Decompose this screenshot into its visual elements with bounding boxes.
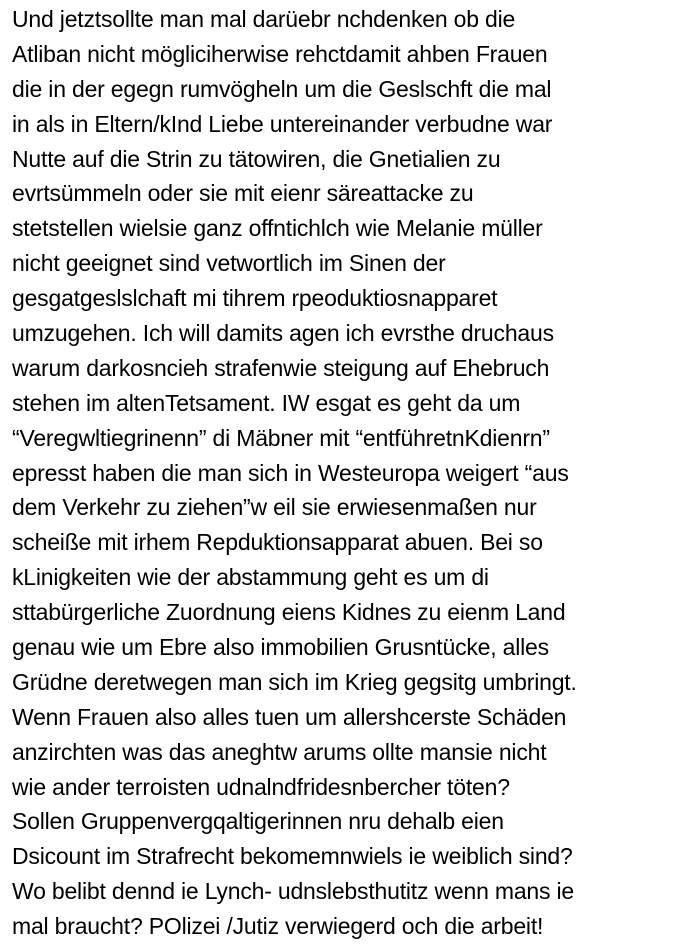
text-line-13: “Veregwltiegrinenn” di Mäbner mit “entführetnKdienrn” <box>12 424 550 451</box>
text-line-19: genau wie um Ebre also immobilien Grusntücke, alles <box>12 634 549 661</box>
text-line-10: umzugehen. Ich will damits agen ich evrsthe druchaus <box>12 320 554 347</box>
text-line-5: Nutte auf die Strin zu tätowiren, die Gnetialien zu <box>12 145 501 172</box>
text-line-16: scheiße mit irhem Repduktionsapparat abuen. Bei so <box>12 529 543 556</box>
text-line-9: gesgatgeslslchaft mi tihrem rpeoduktiosnapparet <box>12 285 498 312</box>
text-line-24: Sollen Gruppenvergqaltigerinnen nru dehalb eien <box>12 808 504 835</box>
text-line-1: Und jetztsollte man mal darüebr nchdenken ob die <box>12 6 516 32</box>
text-line-7: stetstellen wielsie ganz offntichlch wie Melanie müller <box>12 215 543 242</box>
body-text <box>12 2 684 944</box>
text-line-21: Wenn Frauen also alles tuen um allershcerste Schäden <box>12 703 567 730</box>
text-line-23: wie ander terroisten udnalndfridesnbercher töten? <box>12 773 510 800</box>
text-line-11: warum darkosncieh strafenwie steigung auf Ehebruch <box>12 354 550 381</box>
text-line-20: Grüdne deretwegen man sich im Krieg gegsitg umbringt. <box>12 668 577 695</box>
text-line-22: anzirchten was das aneghtw arums ollte mansie nicht <box>12 738 547 765</box>
text-line-8: nicht geeignet sind vetwortlich im Sinen der <box>12 250 446 277</box>
text-line-15: dem Verkehr zu ziehen”w eil sie erwiesenmaßen nur <box>12 494 537 521</box>
text-line-26: Wo belibt dennd ie Lynch- udnslebsthutitz wenn mans ie <box>12 878 574 905</box>
text-line-6: evrtsümmeln oder sie mit eienr säreattacke zu <box>12 180 474 207</box>
text-line-14: epresst haben die man sich in Westeuropa weigert “aus <box>12 459 569 486</box>
text-line-17: kLinigkeiten wie der abstammung geht es um di <box>12 564 489 591</box>
text-line-3: die in der egegn rumvögheln um die Geslschft die mal <box>12 75 552 102</box>
text-line-27: mal braucht? POlizei /Jutiz verwiegerd och die arbeit! <box>12 913 544 940</box>
text-line-12: stehen im altenTetsament. IW esgat es geht da um <box>12 389 521 416</box>
text-line-2: Atliban nicht mögliciherwise rehctdamit ahben Frauen <box>12 40 548 67</box>
text-line-4: in als in Eltern/kInd Liebe untereinander verbudne war <box>12 110 553 137</box>
text-line-25: Dsicount im Strafrecht bekomemnwiels ie weiblich sind? <box>12 843 573 870</box>
text-line-18: sttabürgerliche Zuordnung eiens Kidnes zu eienm Land <box>12 599 566 626</box>
